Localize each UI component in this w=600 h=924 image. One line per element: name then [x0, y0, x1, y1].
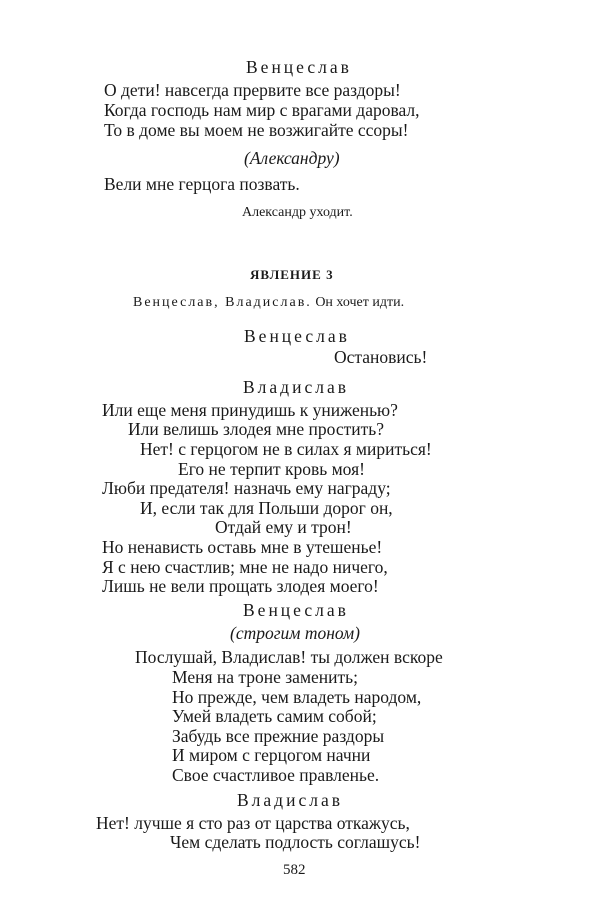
stage-direction-exit: Александр уходит.	[242, 205, 353, 220]
scene-heading: ЯВЛЕНИЕ 3	[250, 267, 334, 282]
verse-line: И, если так для Польши дорог он,	[140, 498, 393, 518]
verse-line: Но ненависть оставь мне в утешенье!	[102, 537, 383, 557]
verse-line: Когда господь нам мир с врагами даровал,	[104, 100, 420, 120]
speaker-vencheslav: Венцеслав	[244, 326, 350, 346]
verse-line: Чем сделать подлость соглашусь!	[170, 832, 421, 852]
verse-line: Я с нею счастлив; мне не надо ничего,	[102, 557, 388, 577]
page-number: 582	[283, 862, 306, 878]
verse-line: Его не терпит кровь моя!	[178, 459, 365, 479]
verse-line: Умей владеть самим собой;	[172, 706, 377, 726]
scene-cast-names: Венцеслав, Владислав.	[133, 295, 312, 310]
verse-line: Люби предателя! назначь ему награду;	[102, 478, 391, 498]
verse-line: Или еще меня принудишь к униженью?	[102, 400, 398, 420]
scene-cast	[133, 293, 404, 313]
verse-line: Забудь все прежние раздоры	[172, 726, 385, 746]
verse-line: Нет! лучше я сто раз от царства откажусь,	[96, 813, 410, 833]
stage-direction: (строгим тоном)	[230, 623, 361, 643]
verse-line: И миром с герцогом начни	[172, 745, 371, 765]
verse-line: Вели мне герцога позвать.	[104, 174, 300, 194]
verse-line: Но прежде, чем владеть народом,	[172, 687, 422, 707]
speaker-vladislav: Владислав	[237, 790, 343, 810]
stage-aside: (Александру)	[244, 148, 340, 168]
verse-line: То в доме вы моем не возжигайте ссоры!	[104, 120, 409, 140]
verse-line: Лишь не вели прощать злодея моего!	[102, 576, 379, 596]
speaker-vladislav: Владислав	[243, 377, 349, 397]
verse-line: Или велишь злодея мне простить?	[128, 419, 385, 439]
verse-line: Остановись!	[334, 347, 428, 367]
verse-line: Отдай ему и трон!	[215, 517, 352, 537]
verse-line: Послушай, Владислав! ты должен вскоре	[135, 647, 443, 667]
verse-line: Нет! с герцогом не в силах я мириться!	[140, 439, 432, 459]
speaker-vencheslav: Венцеслав	[246, 57, 352, 77]
verse-line: Меня на троне заменить;	[172, 667, 359, 687]
scene-cast-action: Он хочет идти.	[315, 295, 405, 310]
speaker-vencheslav: Венцеслав	[243, 600, 349, 620]
verse-line: О дети! навсегда прервите все раздоры!	[104, 80, 401, 100]
verse-line: Свое счастливое правленье.	[172, 765, 380, 785]
